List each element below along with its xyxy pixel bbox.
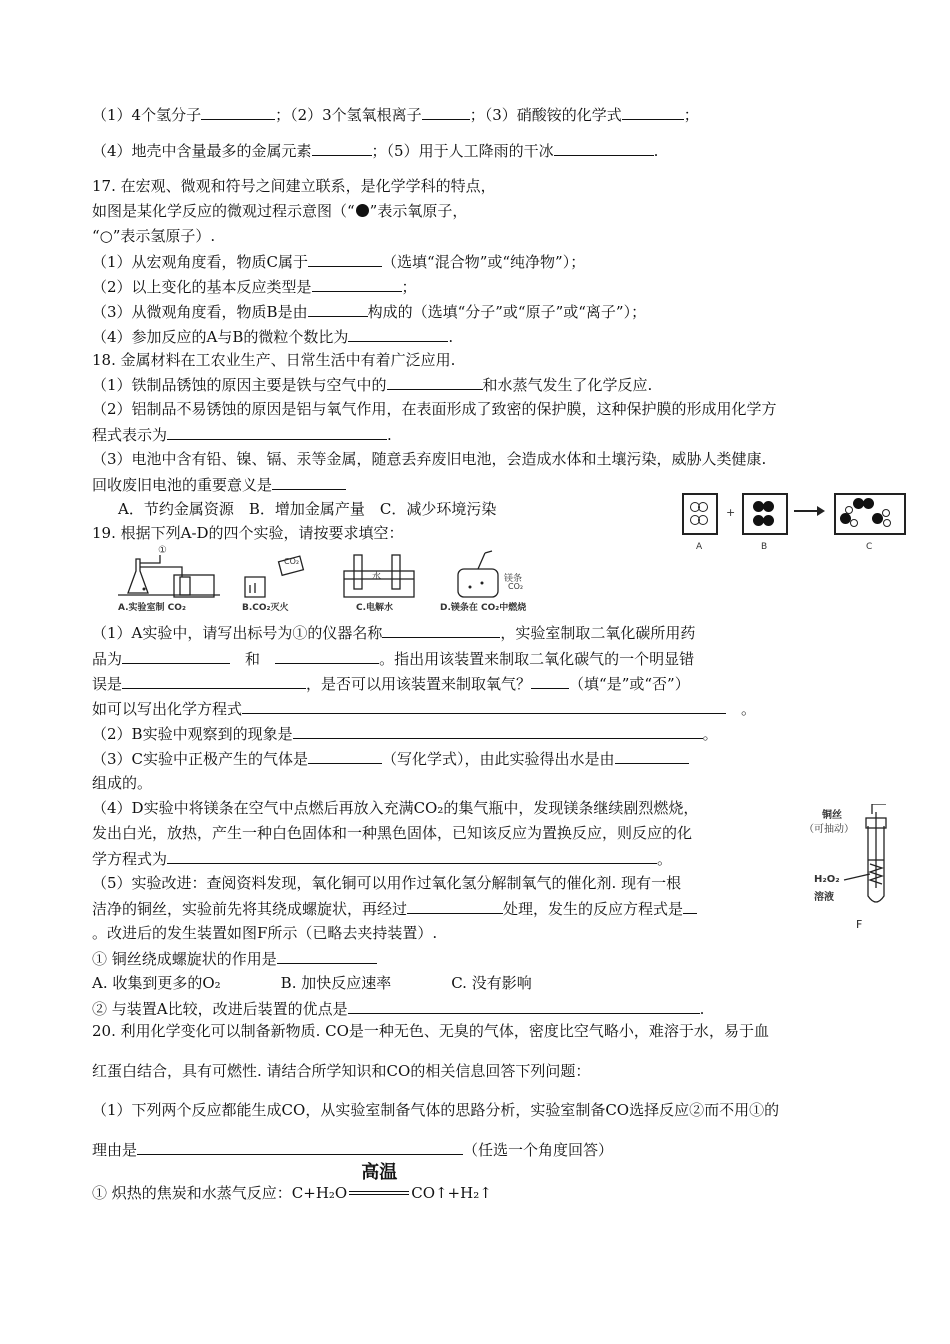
answer-blank[interactable] <box>348 326 448 342</box>
answer-blank[interactable] <box>122 648 230 664</box>
answer-blank[interactable] <box>308 251 382 267</box>
answer-blank[interactable] <box>407 898 503 914</box>
q18-s3b: 回收废旧电池的重要意义是 <box>92 474 346 495</box>
box-b <box>742 493 788 535</box>
q19-s5-q1: ① 铜丝绕成螺旋状的作用是 <box>92 948 377 969</box>
q16-line1: （1）4个氢分子 ；（2）3个氢氧根离子 ；（3）硝酸铵的化学式 ； <box>92 106 699 124</box>
solution-label: 溶液 <box>814 892 834 903</box>
q19-s5-q2: ② 与装置A比较，改进后装置的优点是 . <box>92 1000 705 1018</box>
q17-intro-2: 如图是某化学反应的微观过程示意图（“ ”表示氧原子， <box>92 202 468 220</box>
answer-blank[interactable] <box>272 474 346 490</box>
q17-s2: （2）以上变化的基本反应类型是 ； <box>92 278 417 296</box>
co2-bottle-label: CO₂ <box>284 557 300 566</box>
mg-strip-label: 镁条 <box>504 574 523 584</box>
answer-blank[interactable] <box>167 424 387 440</box>
answer-blank[interactable] <box>531 673 569 689</box>
answer-blank[interactable] <box>348 998 700 1014</box>
q18-s1: （1）铁制品锈蚀的原因主要是铁与空气中的 和水蒸气发生了化学反应. <box>92 376 653 394</box>
q17-s3: （3）从微观角度看，物质B是由 构成的（选填“分子”或“原子”或“离子”）； <box>92 303 647 321</box>
answer-blank[interactable] <box>615 748 689 764</box>
q20-reaction-1: ① 炽热的焦炭和水蒸气反应：C+H₂O 高温 CO↑+H₂↑ <box>92 1162 492 1202</box>
caption-d: D.镁条在 CO₂中燃烧 <box>440 603 527 613</box>
q18-s2b: 程式表示为 . <box>92 426 392 444</box>
test-tube-svg <box>800 804 910 934</box>
answer-blank[interactable] <box>312 276 402 292</box>
answer-blank[interactable] <box>137 1139 463 1155</box>
q20-s1-line1: （1）下列两个反应都能生成CO，从实验室制备气体的思路分析，实验室制备CO选择反应②而不用①的 <box>92 1101 780 1119</box>
q19-s1-line2: 品为 和 。指出用该装置来制取二氧化碳气的一个明显错 <box>92 650 695 668</box>
answer-blank[interactable] <box>242 698 726 714</box>
q18-options: A．节约金属资源 B．增加金属产量 C．减少环境污染 <box>118 500 497 518</box>
q19-s5-options: A. 收集到更多的O₂ B. 加快反应速率 C. 没有影响 <box>92 974 532 992</box>
answer-blank[interactable] <box>554 140 654 156</box>
q20-s1-line2: 理由是 （任选一个角度回答） <box>92 1141 614 1159</box>
oxygen-atom-icon <box>356 204 369 217</box>
reaction-diagram <box>680 490 920 560</box>
reaction-condition: 高温 <box>347 1183 411 1203</box>
box-c <box>834 493 906 535</box>
label-a: A <box>696 542 703 552</box>
q19-s5-line1: （5）实验改进：查阅资料发现，氧化铜可以用作过氧化氢分解制氧气的催化剂. 现有一根 <box>92 874 682 892</box>
q19-s2: （2）B实验中观察到的现象是 。 <box>92 725 718 743</box>
equals-sign <box>349 1191 409 1195</box>
q19-s5-line3: 。改进后的发生装置如图F所示（已略去夹持装置）. <box>92 924 438 942</box>
experiment-figures <box>100 545 570 613</box>
answer-blank[interactable] <box>167 848 657 864</box>
answer-blank[interactable] <box>275 648 379 664</box>
label-c: C <box>866 542 873 552</box>
marker-1: ① <box>158 545 167 556</box>
caption-b: B.CO₂灭火 <box>242 603 289 613</box>
arrowhead-icon <box>817 506 825 516</box>
plus-sign: + <box>726 506 736 519</box>
answer-blank[interactable] <box>683 898 697 914</box>
q17-intro-1: 17. 在宏观、微观和符号之间建立联系，是化学学科的特点， <box>92 177 496 195</box>
answer-blank[interactable] <box>293 723 703 739</box>
h2o2-label: H₂O₂ <box>814 874 840 885</box>
q19-s4-line1: （4）D实验中将镁条在空气中点燃后再放入充满CO₂的集气瓶中，发现镁条继续剧烈燃烧， <box>92 799 699 817</box>
answer-blank[interactable] <box>422 104 470 120</box>
figure-f-label: F <box>856 918 863 931</box>
q19-intro: 19. 根据下列A-D的四个实验，请按要求填空： <box>92 524 404 542</box>
answer-blank[interactable] <box>122 673 306 689</box>
q19-s3: （3）C实验中正极产生的气体是 （写化学式），由此实验得出水是由 <box>92 748 689 769</box>
q18-s2a: （2）铝制品不易锈蚀的原因是铝与氧气作用，在表面形成了致密的保护膜，这种保护膜的形成用化学方 <box>92 400 777 418</box>
answer-blank[interactable] <box>382 622 500 638</box>
q19-s4-line2: 发出白光，放热，产生一种白色固体和一种黑色固体，已知该反应为置换反应，则反应的化 <box>92 824 693 842</box>
caption-a: A.实验室制 CO₂ <box>118 603 186 613</box>
q19-s1-line1: （1）A实验中，请写出标号为①的仪器名称 ，实验室制取二氧化碳所用药 <box>92 624 696 642</box>
box-a <box>682 493 718 535</box>
q18-s3a: （3）电池中含有铅、镍、镉、汞等金属，随意丢弃废旧电池，会造成水体和土壤污染，威胁人类健康. <box>92 450 767 468</box>
q17-s1: （1）从宏观角度看，物质C属于 （选填“混合物”或“纯净物”）； <box>92 253 586 271</box>
answer-blank[interactable] <box>622 104 684 120</box>
q19-s4-line3: 学方程式为 。 <box>92 850 673 868</box>
copper-wire-label: 铜丝 <box>822 810 842 821</box>
q19-s3-line2: 组成的。 <box>92 774 153 792</box>
q20-intro-2: 红蛋白结合，具有可燃性. 请结合所学知识和CO的相关信息回答下列问题： <box>92 1062 591 1080</box>
q19-s1-line4: 如可以写出化学方程式 。 <box>92 700 757 718</box>
answer-blank[interactable] <box>312 140 372 156</box>
water-label: 水 <box>372 572 382 582</box>
wire-note: （可抽动） <box>804 824 854 835</box>
answer-blank[interactable] <box>201 104 275 120</box>
q16-line2: （4）地壳中含量最多的金属元素 ；（5）用于人工降雨的干冰 . <box>92 142 659 160</box>
q18-intro: 18. 金属材料在工农业生产、日常生活中有着广泛应用. <box>92 351 456 369</box>
co2-label: CO₂ <box>508 582 524 591</box>
q19-s5-line2: 洁净的铜丝，实验前先将其绕成螺旋状，再经过 处理，发生的反应方程式是 <box>92 898 697 919</box>
label-b: B <box>761 542 768 552</box>
q20-intro-1: 20. 利用化学变化可以制备新物质. CO是一种无色、无臭的气体，密度比空气略小，难溶于水，易于血 <box>92 1022 769 1040</box>
q17-s4: （4）参加反应的A与B的微粒个数比为 . <box>92 328 454 346</box>
answer-blank[interactable] <box>277 948 377 964</box>
q19-s1-line3: 误是 ，是否可以用该装置来制取氧气？ （填“是”或“否”） <box>92 675 690 693</box>
q17-intro-3: “○”表示氢原子）. <box>92 227 216 245</box>
caption-c: C.电解水 <box>356 603 394 613</box>
answer-blank[interactable] <box>308 301 368 317</box>
answer-blank[interactable] <box>308 748 382 764</box>
figure-f <box>800 804 910 934</box>
answer-blank[interactable] <box>387 374 483 390</box>
